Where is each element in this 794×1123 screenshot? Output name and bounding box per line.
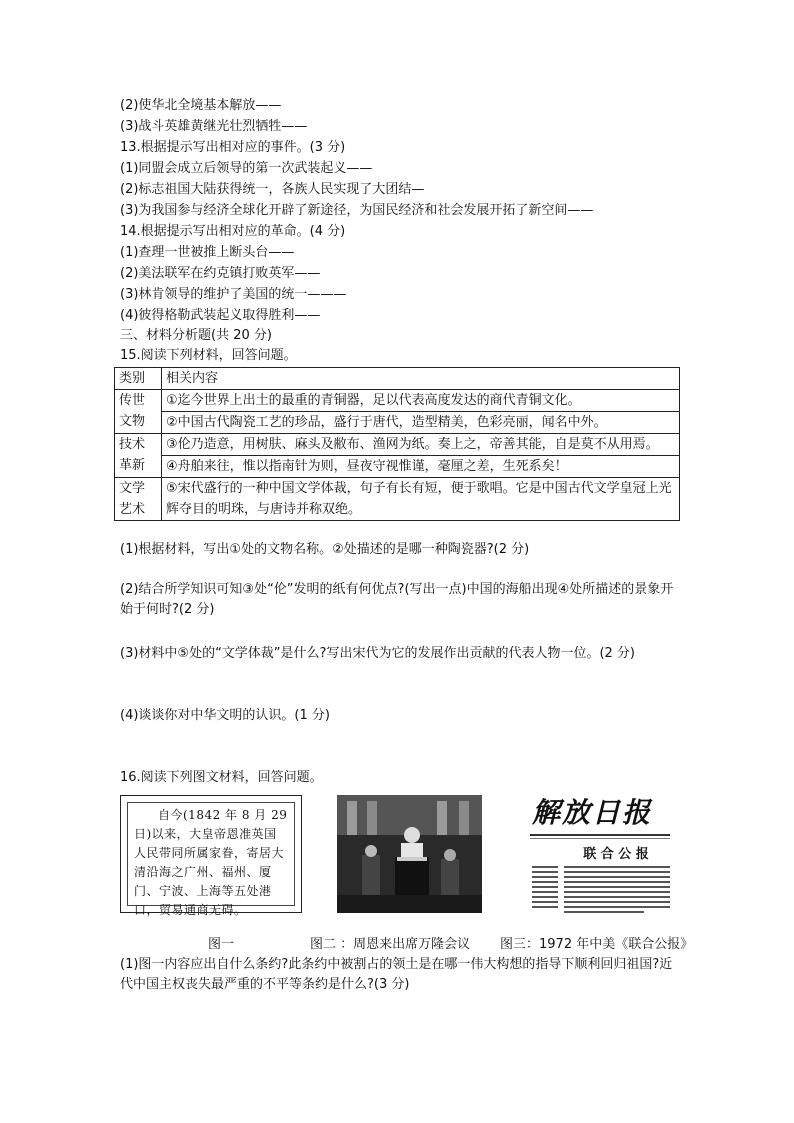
table-row — [115, 390, 680, 412]
table-row — [115, 478, 680, 521]
question-15-3: (3)材料中⑤处的“文学体裁”是什么?写出宋代为它的发展作出贡献的代表人物一位。(2 分) — [120, 646, 635, 661]
question-15-4: (4)谈谈你对中华文明的认识。(1 分) — [120, 708, 330, 723]
text-line: (2)美法联军在约克镇打败英军—— — [120, 266, 321, 281]
content-cell: ④舟舶来往，惟以指南针为则，昼夜守视惟谨，毫厘之差，生死系矣！ — [162, 456, 680, 478]
figure-1-treaty-text — [120, 795, 302, 917]
text-line: (3)为我国参与经济全球化开辟了新途径，为国民经济和社会发展开拓了新空间—— — [120, 203, 594, 218]
table-row — [115, 412, 680, 434]
question-16-1: (1)图一内容应出自什么条约?此条约中被割占的领土是在哪一伟大构想的指导下顺利回归祖国?近代中国主权丧失最严重的不平等条约是什么?(3 分) — [120, 957, 673, 992]
section-title: 三、材料分析题(共 20 分) — [120, 328, 272, 343]
category-cell: 文学艺术 — [115, 478, 162, 521]
material-table — [114, 367, 680, 521]
question-15-title: 15.阅读下列材料，回答问题。 — [120, 348, 297, 363]
text-line: (2)使华北全境基本解放—— — [120, 98, 282, 113]
content-cell: ⑤宋代盛行的一种中国文学体裁，句子有长有短，便于歌唱。它是中国古代文学皇冠上光辉夺目的明珠，与唐诗并称双绝。 — [162, 478, 680, 521]
treaty-text: 自今(1842 年 8 月 29 日)以来，大皇帝恩准英国人民带同所属家眷，寄居大清沿海之广州、福州、厦门、宁波、上海等五处港口，贸易通商无碍。 — [127, 802, 295, 906]
text-line: (1)查理一世被推上断头台—— — [120, 245, 295, 260]
caption-figure-2: 图二 ：周恩来出席万隆会议 — [310, 937, 471, 952]
table-header-cell: 类别 — [115, 368, 162, 390]
bandung-photo-icon — [337, 795, 482, 913]
caption-figure-3: 图三：1972 年中美《联合公报》 — [500, 937, 694, 952]
newspaper-headline: 联 合 公 报 — [583, 847, 649, 862]
table-row — [115, 456, 680, 478]
figure-2-photo — [337, 795, 482, 913]
question-14-title: 14.根据提示写出相对应的革命。(4 分) — [120, 224, 346, 239]
text-line: (1)同盟会成立后领导的第一次武装起义—— — [120, 161, 373, 176]
text-line: (4)彼得格勒武装起义取得胜利—— — [120, 308, 321, 323]
caption-figure-1: 图一 — [208, 937, 235, 952]
category-cell: 技术革新 — [115, 434, 162, 478]
category-cell: 传世文物 — [115, 390, 162, 434]
text-line: (3)林肯领导的维护了美国的统一——— — [120, 287, 347, 302]
newspaper-rule-icon — [528, 832, 674, 842]
table-header-row — [115, 368, 680, 390]
table-row — [115, 434, 680, 456]
question-15-1: (1)根据材料，写出①处的文物名称。②处描述的是哪一种陶瓷器?(2 分) — [120, 542, 530, 557]
content-cell: ③伦乃造意，用树肤、麻头及敝布、渔网为纸。奏上之，帝善其能，自是莫不从用焉。 — [162, 434, 680, 456]
content-cell: ①迄今世界上出土的最重的青铜器，足以代表高度发达的商代青铜文化。 — [162, 390, 680, 412]
newspaper-masthead: 解放日报 — [532, 796, 653, 829]
table-header-cell: 相关内容 — [162, 368, 680, 390]
question-13-title: 13.根据提示写出相对应的事件。(3 分) — [120, 140, 346, 155]
text-line: (2)标志祖国大陆获得统一，各族人民实现了大团结— — [120, 182, 425, 197]
content-cell: ②中国古代陶瓷工艺的珍品，盛行于唐代，造型精美，色彩亮丽，闻名中外。 — [162, 412, 680, 434]
question-15-2: (2)结合所学知识可知③处“伦”发明的纸有何优点?(写出一点)中国的海船出现④处所描述的景象开始于何时?(2 分) — [120, 582, 674, 617]
figure-3-newspaper — [528, 795, 674, 913]
question-16-title: 16.阅读下列图文材料，回答问题。 — [120, 770, 323, 785]
text-line: (3)战斗英雄黄继光壮烈牺牲—— — [120, 119, 308, 134]
newspaper-columns-icon — [528, 864, 674, 916]
